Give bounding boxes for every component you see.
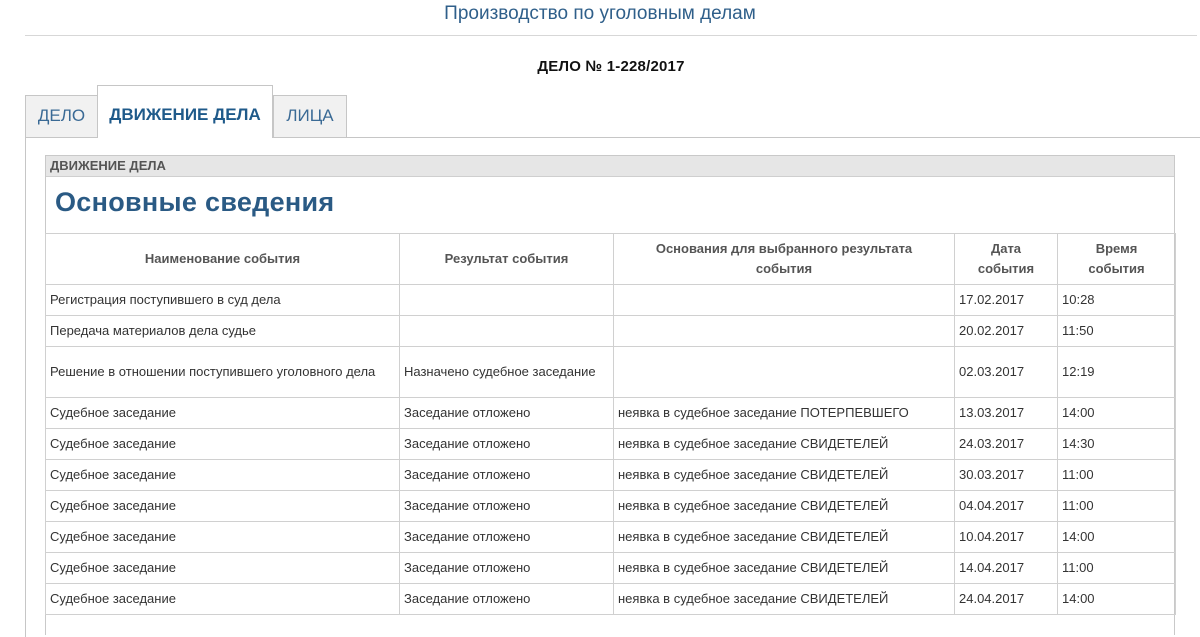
cell-result-basis: неявка в судебное заседание СВИДЕТЕЛЕЙ [614, 491, 955, 522]
cell-event-time: 11:50 [1058, 316, 1176, 347]
cell-result-basis: неявка в судебное заседание СВИДЕТЕЛЕЙ [614, 522, 955, 553]
cell-event-name: Регистрация поступившего в суд дела [46, 285, 400, 316]
cell-event-result: Заседание отложено [400, 584, 614, 615]
cell-result-basis: неявка в судебное заседание СВИДЕТЕЛЕЙ [614, 584, 955, 615]
cell-event-date: 24.03.2017 [955, 429, 1058, 460]
cell-result-basis [614, 316, 955, 347]
table-row [46, 429, 1176, 460]
table-row [46, 584, 1176, 615]
cell-event-date: 20.02.2017 [955, 316, 1058, 347]
cell-result-basis: неявка в судебное заседание СВИДЕТЕЛЕЙ [614, 429, 955, 460]
cell-event-date: 30.03.2017 [955, 460, 1058, 491]
column-header-event-date: Дата события [955, 234, 1058, 285]
cell-event-time: 12:19 [1058, 347, 1176, 398]
cell-event-result [400, 316, 614, 347]
header-divider [25, 35, 1197, 36]
cell-event-date: 10.04.2017 [955, 522, 1058, 553]
cell-event-name: Судебное заседание [46, 491, 400, 522]
cell-event-date: 14.04.2017 [955, 553, 1058, 584]
cell-event-time: 14:00 [1058, 522, 1176, 553]
cell-event-result: Заседание отложено [400, 522, 614, 553]
cell-event-time: 11:00 [1058, 553, 1176, 584]
table-header-row [46, 234, 1176, 285]
cell-event-time: 10:28 [1058, 285, 1176, 316]
cell-event-result: Назначено судебное заседание [400, 347, 614, 398]
cell-event-time: 11:00 [1058, 460, 1176, 491]
cell-event-name: Судебное заседание [46, 429, 400, 460]
table-row [46, 522, 1176, 553]
tab-case[interactable]: ДЕЛО [25, 95, 98, 137]
cell-event-time: 11:00 [1058, 491, 1176, 522]
cell-event-time: 14:30 [1058, 429, 1176, 460]
cell-event-result: Заседание отложено [400, 491, 614, 522]
table-row [46, 347, 1176, 398]
case-number: ДЕЛО № 1-228/2017 [537, 58, 685, 75]
page-title: Производство по уголовным делам [444, 3, 756, 24]
cell-event-date: 02.03.2017 [955, 347, 1058, 398]
cell-event-result: Заседание отложено [400, 398, 614, 429]
cell-result-basis: неявка в судебное заседание СВИДЕТЕЛЕЙ [614, 460, 955, 491]
cell-event-result: Заседание отложено [400, 429, 614, 460]
tab-case-movement[interactable]: ДВИЖЕНИЕ ДЕЛА [97, 85, 273, 138]
table-row [46, 460, 1176, 491]
table-row [46, 553, 1176, 584]
cell-event-name: Судебное заседание [46, 460, 400, 491]
cell-result-basis: неявка в судебное заседание ПОТЕРПЕВШЕГО [614, 398, 955, 429]
column-header-event-name: Наименование события [46, 234, 400, 285]
cell-event-name: Передача материалов дела судье [46, 316, 400, 347]
cell-event-time: 14:00 [1058, 584, 1176, 615]
cell-event-date: 17.02.2017 [955, 285, 1058, 316]
case-movement-section [45, 155, 1175, 635]
cell-event-date: 04.04.2017 [955, 491, 1058, 522]
cell-event-name: Судебное заседание [46, 398, 400, 429]
column-header-event-time: Время события [1058, 234, 1176, 285]
cell-event-date: 13.03.2017 [955, 398, 1058, 429]
cell-event-result: Заседание отложено [400, 553, 614, 584]
column-header-result-basis: Основания для выбранного результата события [614, 234, 955, 285]
cell-event-date: 24.04.2017 [955, 584, 1058, 615]
cell-event-name: Судебное заседание [46, 553, 400, 584]
cell-event-name: Судебное заседание [46, 522, 400, 553]
section-title: Основные сведения [55, 187, 335, 217]
table-row [46, 285, 1176, 316]
tab-persons[interactable]: ЛИЦА [273, 95, 347, 137]
cell-event-result: Заседание отложено [400, 460, 614, 491]
table-row [46, 398, 1176, 429]
cell-event-time: 14:00 [1058, 398, 1176, 429]
section-bar-label: ДВИЖЕНИЕ ДЕЛА [46, 156, 1174, 177]
cell-result-basis [614, 347, 955, 398]
cell-event-name: Решение в отношении поступившего уголовного дела [46, 347, 400, 398]
cell-result-basis: неявка в судебное заседание СВИДЕТЕЛЕЙ [614, 553, 955, 584]
table-row [46, 316, 1176, 347]
events-table [45, 233, 1176, 615]
cell-event-name: Судебное заседание [46, 584, 400, 615]
column-header-event-result: Результат события [400, 234, 614, 285]
cell-result-basis [614, 285, 955, 316]
cell-event-result [400, 285, 614, 316]
table-row [46, 491, 1176, 522]
